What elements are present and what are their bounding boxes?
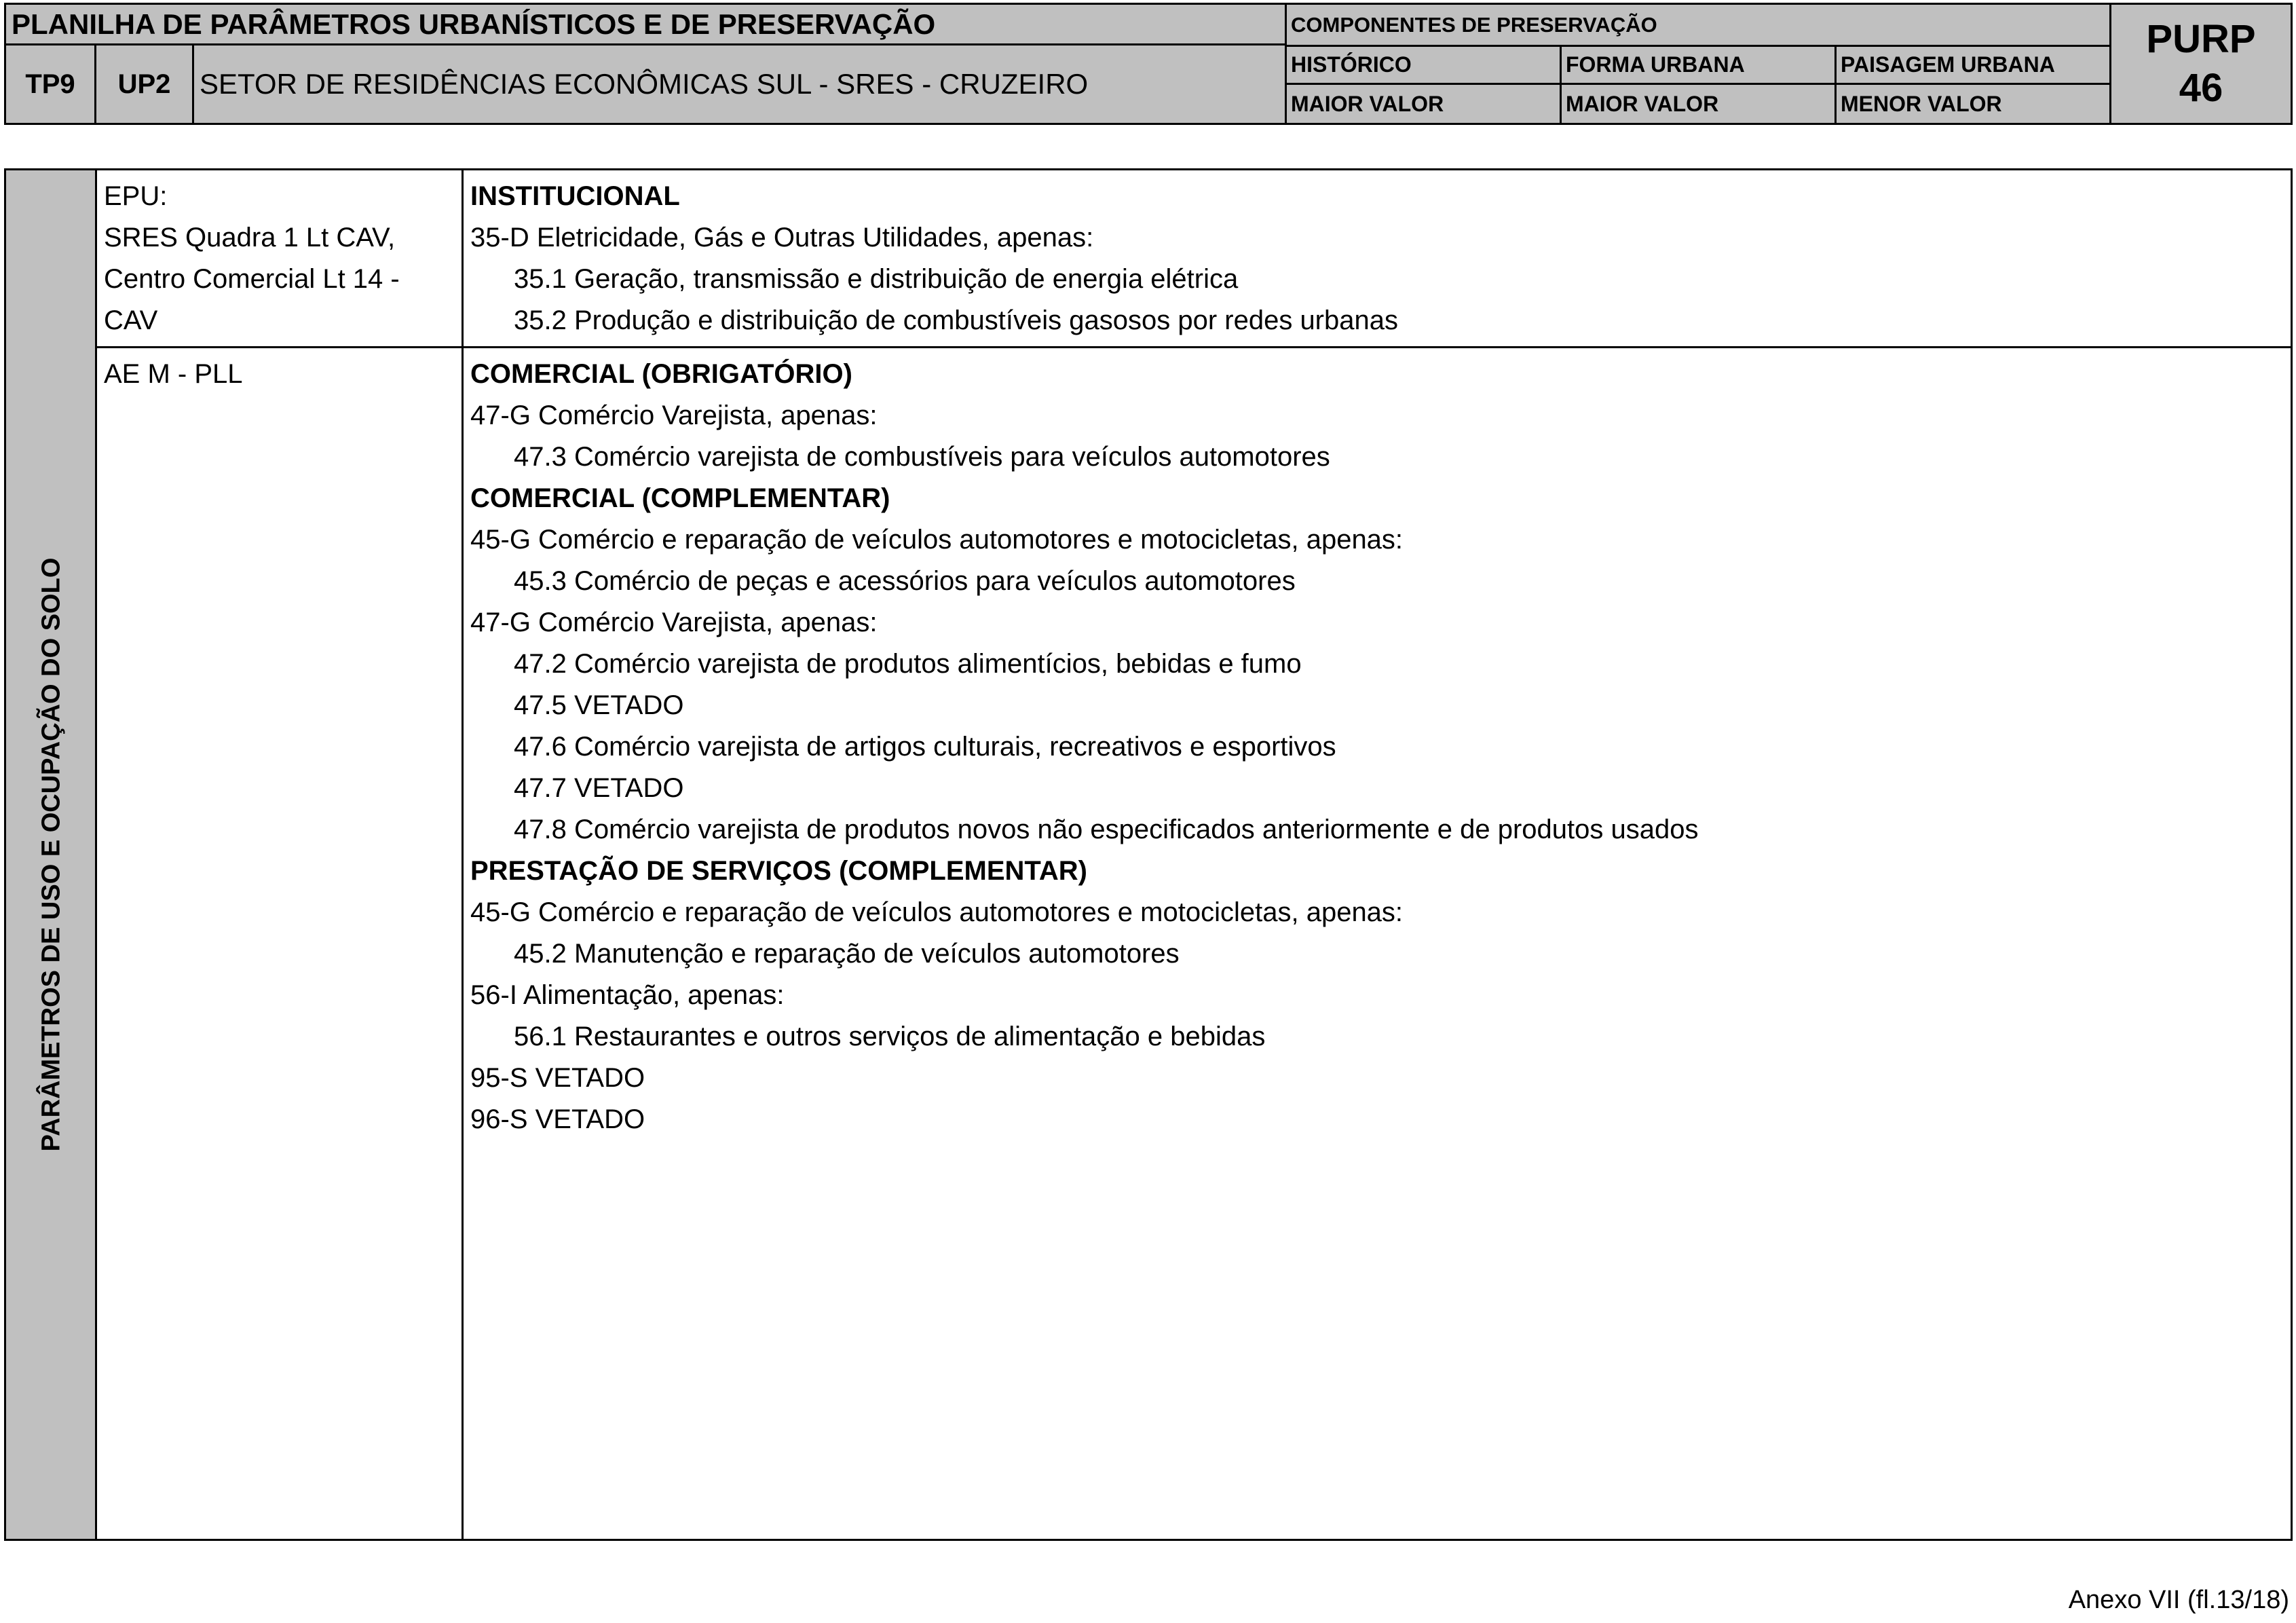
use-category-heading: PRESTAÇÃO DE SERVIÇOS (COMPLEMENTAR) bbox=[470, 856, 1087, 886]
zone-line: SRES Quadra 1 Lt CAV, bbox=[104, 223, 396, 253]
component-value-forma-urbana: MAIOR VALOR bbox=[1562, 85, 1837, 123]
tp-code: TP9 bbox=[6, 45, 96, 123]
use-category-heading: COMERCIAL (OBRIGATÓRIO) bbox=[470, 359, 852, 389]
sheet-title: PLANILHA DE PARÂMETROS URBANÍSTICOS E DE PRESERVAÇÃO bbox=[6, 5, 1287, 45]
use-activity-line: 96-S VETADO bbox=[470, 1104, 645, 1134]
sector-name: SETOR DE RESIDÊNCIAS ECONÔMICAS SUL - SRES - CRUZEIRO bbox=[194, 45, 1287, 123]
component-label-historico: HISTÓRICO bbox=[1287, 47, 1562, 85]
zone-cell-row-1 bbox=[97, 170, 464, 348]
components-title: COMPONENTES DE PRESERVAÇÃO bbox=[1287, 5, 2111, 47]
use-activity-line: 47.6 Comércio varejista de artigos culturais, recreativos e esportivos bbox=[514, 732, 1336, 762]
use-activity-line: 47-G Comércio Varejista, apenas: bbox=[470, 400, 878, 430]
zone-line: AE M - PLL bbox=[104, 359, 243, 389]
component-value-historico: MAIOR VALOR bbox=[1287, 85, 1562, 123]
component-label-forma-urbana: FORMA URBANA bbox=[1562, 47, 1837, 85]
use-activity-line: 47.7 VETADO bbox=[514, 773, 684, 803]
use-activity-line: 56.1 Restaurantes e outros serviços de alimentação e bebidas bbox=[514, 1022, 1266, 1051]
use-activity-line: 45-G Comércio e reparação de veículos automotores e motocicletas, apenas: bbox=[470, 897, 1404, 927]
up-code: UP2 bbox=[96, 45, 194, 123]
zone-cell-row-2 bbox=[97, 348, 464, 1539]
use-activity-line: 45.2 Manutenção e reparação de veículos automotores bbox=[514, 939, 1180, 969]
header-block bbox=[4, 3, 2293, 125]
use-activity-line: 35.2 Produção e distribuição de combustíveis gasosos por redes urbanas bbox=[514, 305, 1398, 335]
purp-block bbox=[2111, 5, 2291, 123]
use-category-heading: COMERCIAL (COMPLEMENTAR) bbox=[470, 483, 890, 513]
zone-line: EPU: bbox=[104, 181, 168, 211]
uses-cell-row-2 bbox=[464, 348, 2291, 1539]
use-activity-line: 47.5 VETADO bbox=[514, 690, 684, 720]
use-activity-line: 95-S VETADO bbox=[470, 1063, 645, 1093]
use-activity-line: 45.3 Comércio de peças e acessórios para veículos automotores bbox=[514, 566, 1296, 596]
component-value-paisagem-urbana: MENOR VALOR bbox=[1837, 85, 2111, 123]
use-activity-line: 56-I Alimentação, apenas: bbox=[470, 980, 785, 1010]
use-activity-line: 47.2 Comércio varejista de produtos alimentícios, bebidas e fumo bbox=[514, 649, 1302, 679]
use-activity-line: 47.3 Comércio varejista de combustíveis para veículos automotores bbox=[514, 442, 1330, 472]
use-activity-line: 47.8 Comércio varejista de produtos novos não especificados anteriormente e de produtos usados bbox=[514, 815, 1699, 844]
component-label-paisagem-urbana: PAISAGEM URBANA bbox=[1837, 47, 2111, 85]
zone-line: Centro Comercial Lt 14 - bbox=[104, 264, 400, 294]
zone-line: CAV bbox=[104, 305, 158, 335]
side-header bbox=[6, 170, 97, 1539]
use-category-heading: INSTITUCIONAL bbox=[470, 181, 680, 211]
use-activity-line: 35.1 Geração, transmissão e distribuição de energia elétrica bbox=[514, 264, 1239, 294]
side-label: PARÂMETROS DE USO E OCUPAÇÃO DO SOLO bbox=[37, 557, 66, 1152]
purp-number: 46 bbox=[2179, 66, 2223, 110]
page-footer: Anexo VII (fl.13/18) bbox=[2068, 1586, 2289, 1614]
use-activity-line: 47-G Comércio Varejista, apenas: bbox=[470, 608, 878, 637]
purp-label: PURP bbox=[2146, 16, 2256, 61]
use-activity-line: 45-G Comércio e reparação de veículos automotores e motocicletas, apenas: bbox=[470, 525, 1404, 555]
parameters-table bbox=[4, 168, 2293, 1541]
uses-cell-row-1 bbox=[464, 170, 2291, 348]
use-activity-line: 35-D Eletricidade, Gás e Outras Utilidades, apenas: bbox=[470, 223, 1094, 253]
